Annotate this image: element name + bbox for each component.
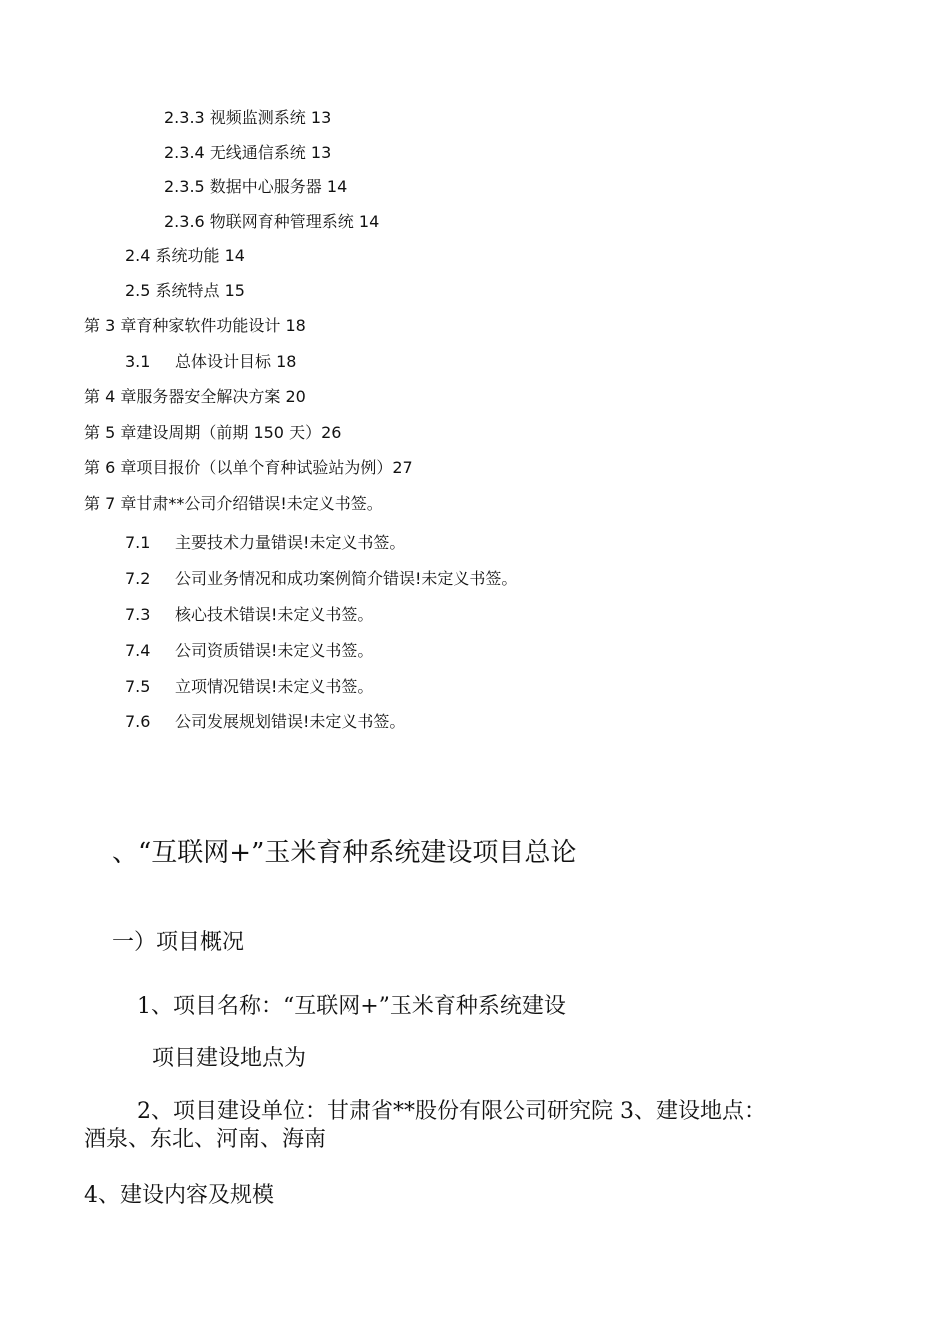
toc-entry-2-3-5[interactable] xyxy=(164,177,347,197)
toc-entry-number: 7.1 xyxy=(125,533,151,552)
toc-entry-text: 2.5 系统特点 15 xyxy=(125,281,245,300)
builder-item: 2、项目建设单位：甘肃省**股份有限公司研究院 3、建设地点： xyxy=(137,1099,766,1124)
toc-entry-2-5[interactable] xyxy=(125,281,245,301)
toc-entry-text: 第 4 章服务器安全解决方案 20 xyxy=(84,387,306,406)
toc-entry-number: 7.5 xyxy=(125,677,151,696)
toc-entry-7-5[interactable] xyxy=(125,677,373,697)
scope-item: 4、建设内容及规模 xyxy=(84,1183,274,1208)
toc-entry-2-3-3[interactable] xyxy=(164,108,331,128)
toc-entry-number: 7.6 xyxy=(125,712,151,731)
toc-entry-chapter-7[interactable] xyxy=(84,494,383,514)
toc-entry-number: 3.1 xyxy=(125,352,151,371)
toc-entry-2-4[interactable] xyxy=(125,246,245,266)
toc-entry-text: 2.3.4 无线通信系统 13 xyxy=(164,143,332,162)
subsection-title: 一）项目概况 xyxy=(112,930,245,955)
toc-entry-7-3[interactable] xyxy=(125,605,373,625)
toc-entry-2-3-4[interactable] xyxy=(164,143,331,163)
project-name-item: 1、项目名称：“互联网+”玉米育种系统建设 xyxy=(137,994,566,1019)
toc-entry-text: 公司业务情况和成功案例简介错误!未定义书签。 xyxy=(175,569,518,588)
toc-entry-text: 公司资质错误!未定义书签。 xyxy=(175,641,374,660)
toc-entry-text: 立项情况错误!未定义书签。 xyxy=(175,677,374,696)
builder-item-continuation: 酒泉、东北、河南、海南 xyxy=(84,1127,327,1152)
toc-entry-text: 2.3.6 物联网育种管理系统 14 xyxy=(164,212,380,231)
toc-entry-text: 总体设计目标 18 xyxy=(175,352,297,371)
toc-entry-3-1[interactable] xyxy=(125,352,296,372)
toc-entry-text: 第 7 章甘肃**公司介绍错误!未定义书签。 xyxy=(84,494,383,513)
toc-entry-text: 2.4 系统功能 14 xyxy=(125,246,245,265)
toc-entry-chapter-4[interactable] xyxy=(84,387,306,407)
section-title: 、“互联网+”玉米育种系统建设项目总论 xyxy=(112,838,577,868)
toc-entry-text: 公司发展规划错误!未定义书签。 xyxy=(175,712,406,731)
toc-entry-number: 7.4 xyxy=(125,641,151,660)
toc-entry-number: 7.2 xyxy=(125,569,151,588)
location-note: 项目建设地点为 xyxy=(152,1046,307,1071)
toc-entry-text: 第 5 章建设周期（前期 150 天）26 xyxy=(84,423,342,442)
toc-entry-7-4[interactable] xyxy=(125,641,373,661)
toc-entry-text: 2.3.5 数据中心服务器 14 xyxy=(164,177,348,196)
toc-entry-text: 第 6 章项目报价（以单个育种试验站为例）27 xyxy=(84,458,413,477)
toc-entry-text: 主要技术力量错误!未定义书签。 xyxy=(175,533,406,552)
toc-entry-7-1[interactable] xyxy=(125,533,405,553)
toc-entry-chapter-3[interactable] xyxy=(84,316,306,336)
toc-entry-7-2[interactable] xyxy=(125,569,517,589)
toc-entry-number: 7.3 xyxy=(125,605,151,624)
toc-entry-2-3-6[interactable] xyxy=(164,212,379,232)
toc-entry-chapter-5[interactable] xyxy=(84,423,341,443)
toc-entry-text: 核心技术错误!未定义书签。 xyxy=(175,605,374,624)
toc-entry-text: 第 3 章育种家软件功能设计 18 xyxy=(84,316,306,335)
toc-entry-text: 2.3.3 视频监测系统 13 xyxy=(164,108,332,127)
toc-entry-7-6[interactable] xyxy=(125,712,405,732)
toc-entry-chapter-6[interactable] xyxy=(84,458,413,478)
